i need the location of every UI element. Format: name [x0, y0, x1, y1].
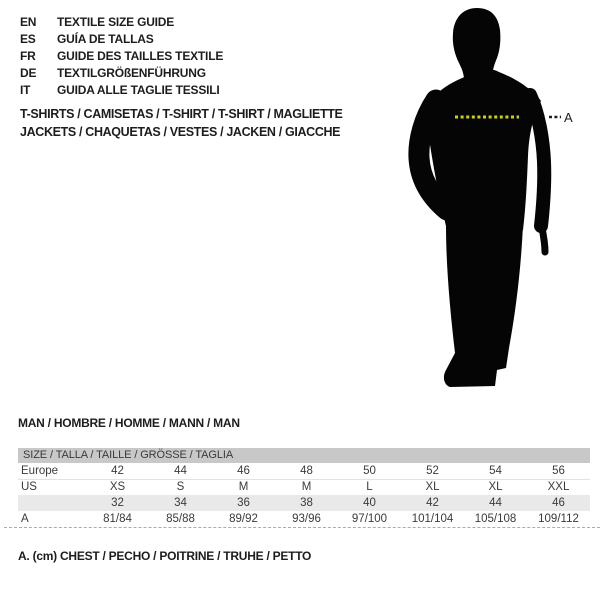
language-row: [20, 64, 223, 81]
table-cell: XXL: [547, 481, 570, 493]
table-row-us-numeric: [18, 495, 590, 511]
row-label: Europe: [21, 465, 59, 477]
silhouette-legs: [444, 225, 523, 387]
language-title: TEXTILE SIZE GUIDE: [57, 14, 175, 29]
language-title: GUIDA ALLE TAGLIE TESSILI: [57, 82, 220, 97]
language-code: EN: [20, 14, 37, 29]
size-table-header: SIZE / TALLA / TAILLE / GRÖSSE / TAGLIA: [18, 448, 590, 463]
table-cell: 93/96: [292, 513, 321, 525]
table-cell: 42: [111, 465, 124, 477]
table-cell: 81/84: [103, 513, 132, 525]
table-cell: 38: [300, 497, 313, 509]
table-cell: 50: [363, 465, 376, 477]
table-row-chest-cm: [18, 511, 590, 527]
table-cell: 42: [426, 497, 439, 509]
table-cell: 32: [111, 497, 124, 509]
language-list: [20, 13, 223, 98]
language-code: ES: [20, 31, 36, 46]
category-lines: [20, 105, 343, 141]
table-cell: M: [238, 481, 249, 493]
dashed-separator: [4, 527, 600, 528]
table-cell: 54: [489, 465, 502, 477]
table-cell: 101/104: [411, 513, 454, 525]
table-cell: 109/112: [538, 513, 579, 525]
language-title: GUÍA DE TALLAS: [57, 31, 154, 46]
table-cell: 85/88: [166, 513, 195, 525]
row-label: US: [21, 481, 37, 493]
table-cell: 46: [237, 465, 250, 477]
measurement-footnote: A. (cm) CHEST / PECHO / POITRINE / TRUHE / PETTO: [18, 549, 312, 563]
language-title: GUIDE DES TAILLES TEXTILE: [57, 48, 224, 63]
table-cell: XS: [109, 481, 126, 493]
table-cell: 40: [363, 497, 376, 509]
table-cell: XL: [488, 481, 503, 493]
man-silhouette-figure: [395, 0, 600, 400]
table-cell: XL: [425, 481, 440, 493]
table-cell: S: [176, 481, 185, 493]
language-code: FR: [20, 48, 36, 63]
language-code: IT: [20, 82, 31, 97]
table-cell: 48: [300, 465, 313, 477]
measure-label-a: A: [564, 110, 573, 125]
table-cell: 36: [237, 497, 250, 509]
table-cell: 89/92: [229, 513, 258, 525]
silhouette-hand: [542, 228, 545, 252]
language-row: [20, 81, 223, 98]
table-cell: 56: [552, 465, 565, 477]
table-row-us: [18, 479, 590, 495]
row-label: A: [21, 513, 29, 525]
language-code: DE: [20, 65, 37, 80]
table-cell: L: [366, 481, 373, 493]
table-cell: 44: [489, 497, 502, 509]
table-cell: 46: [552, 497, 565, 509]
category-line-jackets: JACKETS / CHAQUETAS / VESTES / JACKEN / GIACCHE: [20, 125, 341, 139]
language-row: [20, 13, 223, 30]
table-cell: 44: [174, 465, 187, 477]
language-title: TEXTILGRÖßENFÜHRUNG: [57, 65, 206, 80]
table-cell: 34: [174, 497, 187, 509]
table-cell: 52: [426, 465, 439, 477]
section-title-man: MAN / HOMBRE / HOMME / MANN / MAN: [18, 416, 240, 430]
category-line-tshirts: T-SHIRTS / CAMISETAS / T-SHIRT / T-SHIRT / MAGLIETTE: [20, 107, 343, 121]
table-cell: 97/100: [351, 513, 388, 525]
row-label: [18, 495, 86, 511]
table-cell: 105/108: [474, 513, 517, 525]
language-row: [20, 47, 223, 64]
silhouette-right-arm: [530, 95, 544, 226]
table-row-europe: [18, 463, 590, 479]
size-table: [18, 448, 590, 527]
language-row: [20, 30, 223, 47]
table-cell: M: [301, 481, 312, 493]
